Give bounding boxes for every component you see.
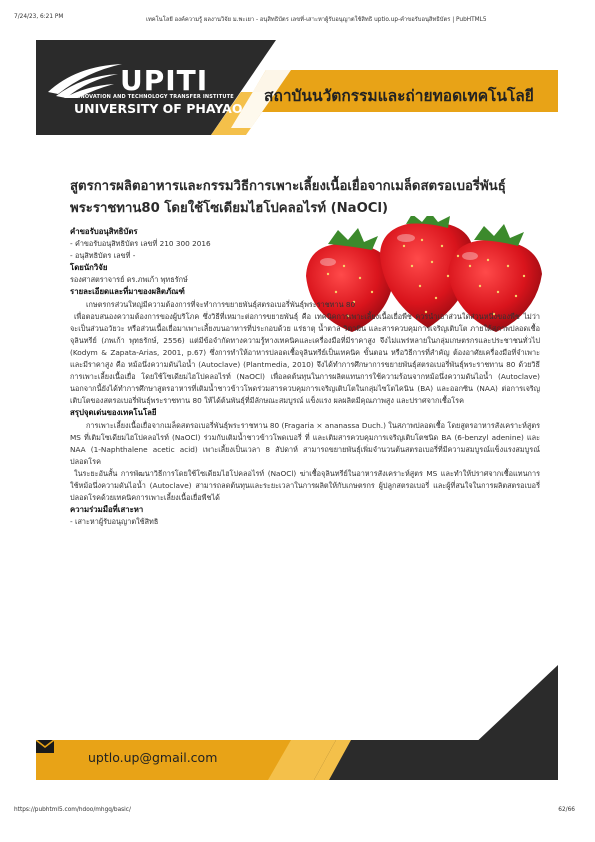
- logo-subtitle: INNOVATION AND TECHNOLOGY TRANSFER INSTITUTE: [74, 94, 234, 100]
- page-counter: 62/66: [558, 807, 575, 813]
- details-heading: รายละเอียดและที่มาของผลิตภัณฑ์: [70, 287, 185, 297]
- document-body: [70, 226, 540, 528]
- highlights-paragraph-1: การเพาะเลี้ยงเนื้อเยื่อจากเมล็ดสตรอเบอรี่พันธุ์พระราชทาน 80 (Fragaria × ananassa Duch.) ในสภาพปลอดเชื้อ โดยสูตรอาหารสังเคราะห์สูตร MS ที่เติมโซเดียมไฮโปคลอไรท์ (NaOCl) ร่วมกับเติมน้ำชาวข้าวโพดเบอรี่ ที่ และเติมสารควบคุมการเจริญเติบโตชนิด BA (6-benzyl adenine) และ NAA (1-Naphthalene acetic acid) เพาะเลี้ยงเป็นเวลา 8 สัปดาห์ สามารถขยายพันธุ์เพิ่มจำนวนต้นสตรอเบอรี่ที่มีความสมบูรณ์แข็งแรงสมบูรณ์ ปลอดโรค: [70, 420, 540, 466]
- application-number: - คำขอรับอนุสิทธิบัตร เลขที่ 210 300 2016: [70, 239, 211, 249]
- details-first-line: เกษตรกรส่วนใหญ่มีความต้องการที่จะทำการขยายพันธุ์สตรอเบอรี่พันธุ์พระราชทาน 80: [86, 299, 356, 309]
- highlights-heading: สรุปจุดเด่นของเทคโนโลยี: [70, 408, 157, 418]
- logo-swoosh-icon: [46, 58, 126, 98]
- logo-wordmark: UPITI: [120, 64, 209, 97]
- document-page: [36, 40, 558, 780]
- document-title: สูตรการผลิตอาหารและกรรมวิธีการเพาะเลี้ยงเนื้อเยื่อจากเมล็ดสตรอเบอรี่พันธุ์ พระราชทาน80 โดยใช้โซเดียมไฮโปคลอไรท์ (NaOCl): [70, 179, 506, 216]
- header-banner: [36, 40, 558, 135]
- petty-patent-heading: คำขอรับอนุสิทธิบัตร: [70, 227, 138, 236]
- researcher-heading: โดยนักวิจัย: [70, 263, 108, 273]
- patent-number: - อนุสิทธิบัตร เลขที่ -: [70, 251, 136, 261]
- print-footer: [14, 807, 581, 817]
- print-header: [14, 14, 581, 24]
- contact-email[interactable]: uptlo.up@gmail.com: [88, 750, 218, 765]
- researcher-name: รองศาสตราจารย์ ดร.ภพเก้า พุทธรักษ์: [70, 275, 188, 285]
- highlights-paragraph-2: ในระยะอันสั้น การพัฒนาวิธีการโดยใช้โซเดียมไฮโปคลอไรท์ (NaOCl) ฆ่าเชื้อจุลินทรีย์ในอาหารสังเคราะห์สูตร MS และทำให้ปราศจากเชื้อแทนการใช้หม้อนึ่งความดันไอน้ำ (Autoclave) สามารถลดต้นทุนและระยะเวลาในการผลิตให้กับเกษตรกร ผู้ปลูกสตรอเบอรี่ และผู้ที่สนใจในการผลิตสตรอเบอรี่ปลอดโรคด้วยเทคนิคการเพาะเลี้ยงเนื้อเยื่อพืชได้: [70, 468, 540, 503]
- contact-footer: [36, 740, 558, 780]
- institute-name: สถาบันนวัตกรรมและถ่ายทอดเทคโนโลยี: [264, 87, 534, 105]
- logo-university: UNIVERSITY OF PHAYAO: [74, 101, 243, 116]
- email-icon: [36, 740, 54, 753]
- print-url: https://pubhtml5.com/hdoo/mhgq/basic/: [14, 807, 131, 813]
- details-body: เพื่อตอบสนองความต้องการของผู้บริโภค ซึ่งวิธีที่เหมาะต่อการขยายพันธุ์ คือ เทคนิคการเพาะเลี้ยงเนื้อเยื่อพืช ควรนำเอาส่วนใดส่วนหนึ่งของพืช ไม่ว่าจะเป็นส่วนอวัยวะ หรือส่วนเนื้อเยื่อมาเพาะเลี้ยงบนอาหารที่ประกอบด้วย แร่ธาตุ น้ำตาล วิตามิน และสารควบคุมการเจริญเติบโต ภายใต้สภาพปลอดเชื้อจุลินทรีย์ (ภพเก้า พุทธรักษ์, 2556) แต่มีข้อจำกัดทางความรู้ทางเทคนิคและเครื่องมือที่มีราคาสูง จึงไม่แพร่หลายในกลุ่มเกษตรกรและประชาชนทั่วไป (Kodym & Zapata-Arias, 2001, p.67) ซึ่งการทำให้อาหารปลอดเชื้อจุลินทรีย์เป็นเทคนิค ขั้นตอน หรือวิธีการที่สำคัญ ต้องอาศัยเครื่องมือที่จำเพาะและมีราคาสูง คือ หม้อนึ่งความดันไอน้ำ (Autoclave) (Plantmedia, 2010) จึงได้ทำการศึกษาการขยายพันธุ์สตรอเบอรี่พันธุ์พระราชทาน 80 ด้วยวิธีการเพาะเลี้ยงเนื้อเยื่อ โดยใช้โซเดียมไฮโปคลอไรท์ (NaOCl) เพื่อลดต้นทุนในการผลิตแทนการใช้ความร้อนจากหม้อนึ่งความดันไอน้ำ (Autoclave) นอกจากนี้ยังได้ทำการศึกษาสูตรอาหารที่เติมน้ำชาวข้าวโพดร่วมสารควบคุมการเจริญเติบโตในกลุ่มไซโตไคนิน (BA) และออกซิน (NAA) ต่อการเจริญเติบโตของสตรอเบอรี่พันธุ์พระราชทาน 80 ให้ได้ต้นพันธุ์ที่มีลักษณะสมบูรณ์ แข็งแรง ผลผลิตมีคุณภาพสูง และปราศจากเชื้อโรค: [70, 311, 540, 406]
- print-date: 7/24/23, 6:21 PM: [14, 14, 64, 20]
- cooperation-item: - เสาะหาผู้รับอนุญาตใช้สิทธิ: [70, 517, 159, 527]
- upiti-logo: [46, 56, 243, 126]
- print-doc-title: เทคโนโลยี องค์ความรู้ ผลงานวิจัย ม.พะเยา - อนุสิทธิบัตร เลขที่-เสาะหาผู้รับอนุญาตใช้สิทธิ uptio.up-คำขอรับอนุสิทธิบัตร | PubHTML5: [146, 17, 487, 23]
- cooperation-heading: ความร่วมมือที่เสาะหา: [70, 505, 144, 515]
